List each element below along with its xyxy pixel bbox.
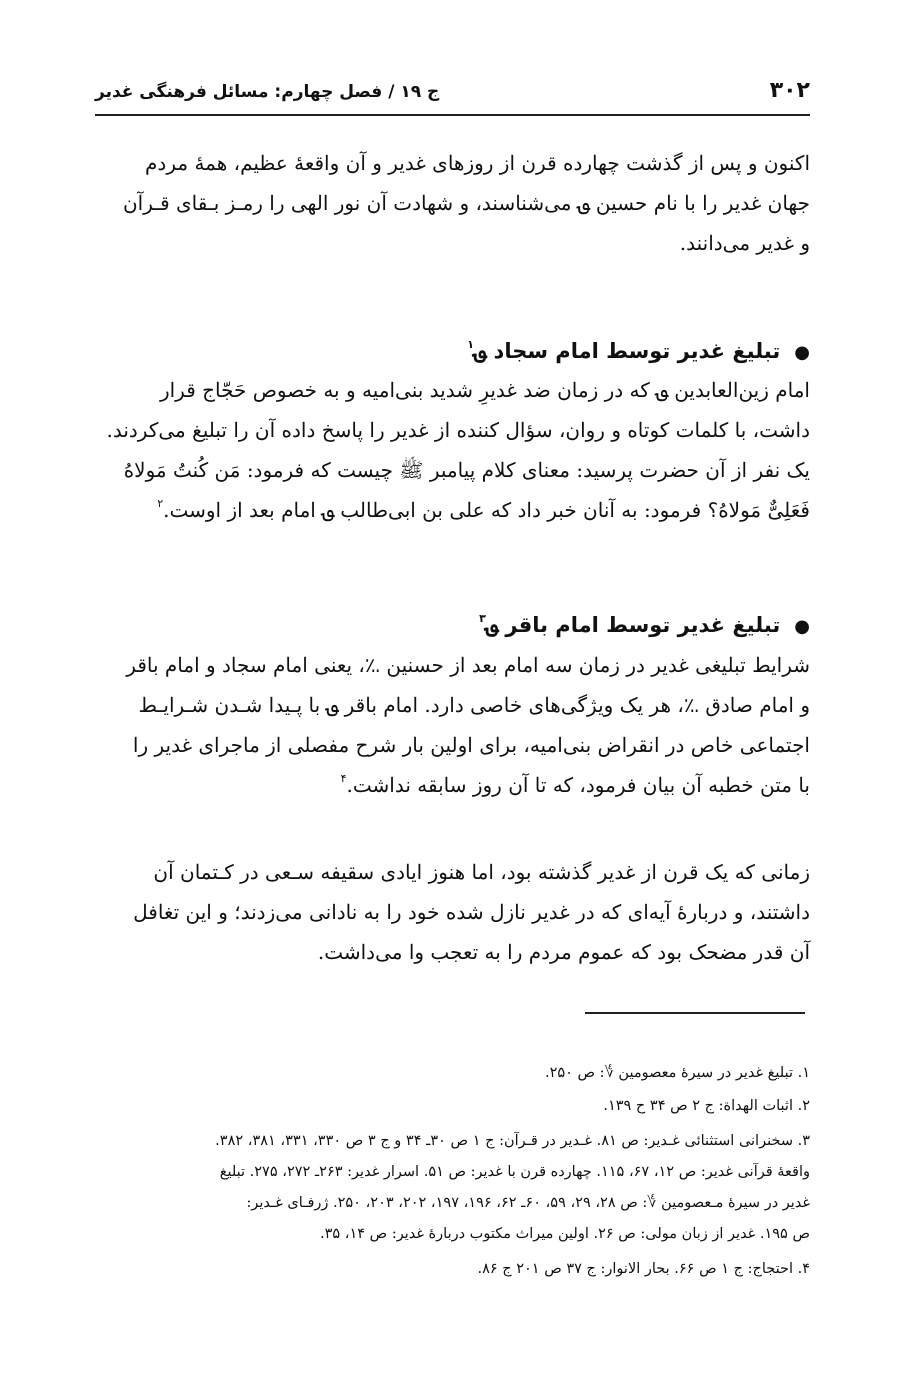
page-number: ۳۰۲ (769, 78, 810, 103)
section-heading-baqir (95, 610, 810, 642)
text-line (95, 765, 810, 805)
footnote-4 (95, 1254, 810, 1285)
footnote-separator (585, 1012, 805, 1014)
footnote-text: ۴. احتجاج: ج ۱ ص ۶۶. بحار الانوار: ج ۳۷ ص ۲۰۱ ج ۸۶. (477, 1261, 810, 1277)
text-line: و امام صادق ؉، هر یک ویژگی‌های خاصی دارد. امام باقر ؈ با پـیدا شـدن شـرایـط (138, 693, 810, 717)
text-line: آن قدر مضحک بود که عموم مردم را به تعجب وا می‌داشت. (317, 940, 810, 964)
footnote-text: ۱. تبلیغ غدیر در سیرهٔ معصومین ؇: ص ۲۵۰. (544, 1065, 810, 1081)
text-line: و غدیر می‌دانند. (679, 231, 810, 255)
heading-text: تبلیغ غدیر توسط امام سجاد ؈ (473, 339, 781, 363)
intro-paragraph (95, 143, 810, 263)
running-title: ج ۱۹ / فصل چهارم: مسائل فرهنگی غدیر (95, 82, 440, 102)
sajjad-paragraph (95, 370, 810, 530)
text-line: اجتماعی خاص در انقراض بنی‌امیه، برای اولین بار شرح مفصلی از ماجرای غدیر را (132, 733, 810, 757)
heading-text: تبلیغ غدیر توسط امام باقر ؈ (485, 613, 781, 637)
footnote-3 (95, 1126, 810, 1250)
text-line: داشت، با کلمات کوتاه و روان، سؤال کننده از غدیر را پاسخ داده آن را تبلیغ می‌کردند. (106, 418, 810, 442)
text-line: شرایط تبلیغی غدیر در زمان سه امام بعد از حسنین ؉، یعنی امام سجاد و امام باقر (126, 653, 810, 677)
text-line: داشتند، و دربارهٔ آیه‌ای که در غدیر نازل شده خود را به نادانی می‌زدند؛ و این تغافل (133, 900, 810, 924)
text-line: یک نفر از آن حضرت پرسید: معنای کلام پیامبر ﷺ چیست که فرمود: مَن کُنتُ مَولاهُ (123, 458, 810, 482)
section-heading-sajjad (95, 336, 810, 368)
footnote-text: ۳. سخنرانی استثنائی غـدیر: ص ۸۱. غـدیر در قـرآن: ج ۱ ص ۳۰ـ ۳۴ و ج ۳ ص ۳۳۰، ۳۳۱، ۳۸۱، ۳۸۲. (215, 1133, 810, 1149)
bullet-icon: ● (794, 616, 810, 637)
text-line: جهان غدیر را با نام حسین ؈ می‌شناسند، و شهادت آن نور الهی را رمـز بـقای قـرآن (122, 191, 810, 215)
footnote-text: غدیر در سیرهٔ مـعصومین ؇: ص ۲۸، ۲۹، ۵۹، ۶۰ـ ۶۲، ۱۹۶، ۱۹۷، ۲۰۲، ۲۰۳، ۲۵۰. ژرفـای غـدیر: (246, 1195, 810, 1211)
running-head (95, 74, 810, 116)
footnote-ref[interactable]: ۲ (157, 497, 164, 510)
footnote-ref[interactable]: ۴ (340, 772, 347, 785)
footnote-text: ۲. اثبات الهداة: ج ۲ ص ۳۴ ح ۱۳۹. (603, 1098, 810, 1114)
footnote-1 (95, 1058, 810, 1089)
footnote-ref[interactable]: ۱ (467, 338, 474, 351)
footnote-2 (95, 1091, 810, 1122)
text-line: امام زین‌العابدین ؈ که در زمان ضد غدیرِ شدید بنی‌امیه و به خصوص حَجّاج قرار (159, 378, 810, 402)
baqir-paragraph (95, 645, 810, 805)
line-text: فَعَلِیٌّ مَولاهُ؟ فرمود: به آنان خبر داد که علی بن ابی‌طالب ؈ امام بعد از اوست. (163, 498, 810, 522)
text-line: زمانی که یک قرن از غدیر گذشته بود، اما هنوز ایادی سقیفه سـعی در کـتمان آن (153, 860, 810, 884)
text-line (95, 490, 810, 530)
footnote-text: ص ۱۹۵. غدیر از زبان مولی: ص ۲۶. اولین میراث مکتوب دربارهٔ غدیر: ص ۱۴، ۳۵. (320, 1226, 810, 1242)
footnote-ref[interactable]: ۳ (479, 612, 486, 625)
text-line: اکنون و پس از گذشت چهارده قرن از روزهای غدیر و آن واقعهٔ عظیم، همهٔ مردم (145, 151, 810, 175)
century-paragraph (95, 852, 810, 972)
bullet-icon: ● (794, 342, 810, 363)
line-text: با متن خطبه آن بیان فرمود، که تا آن روز سابقه نداشت. (346, 773, 810, 797)
footnote-text: واقعهٔ قرآنی غدیر: ص ۱۲، ۶۷، ۱۱۵. چهارده قرن با غدیر: ص ۵۱. اسرار غدیر: ۲۶۳ـ ۲۷۲، ۲۷۵. تبلیغ (219, 1164, 810, 1180)
